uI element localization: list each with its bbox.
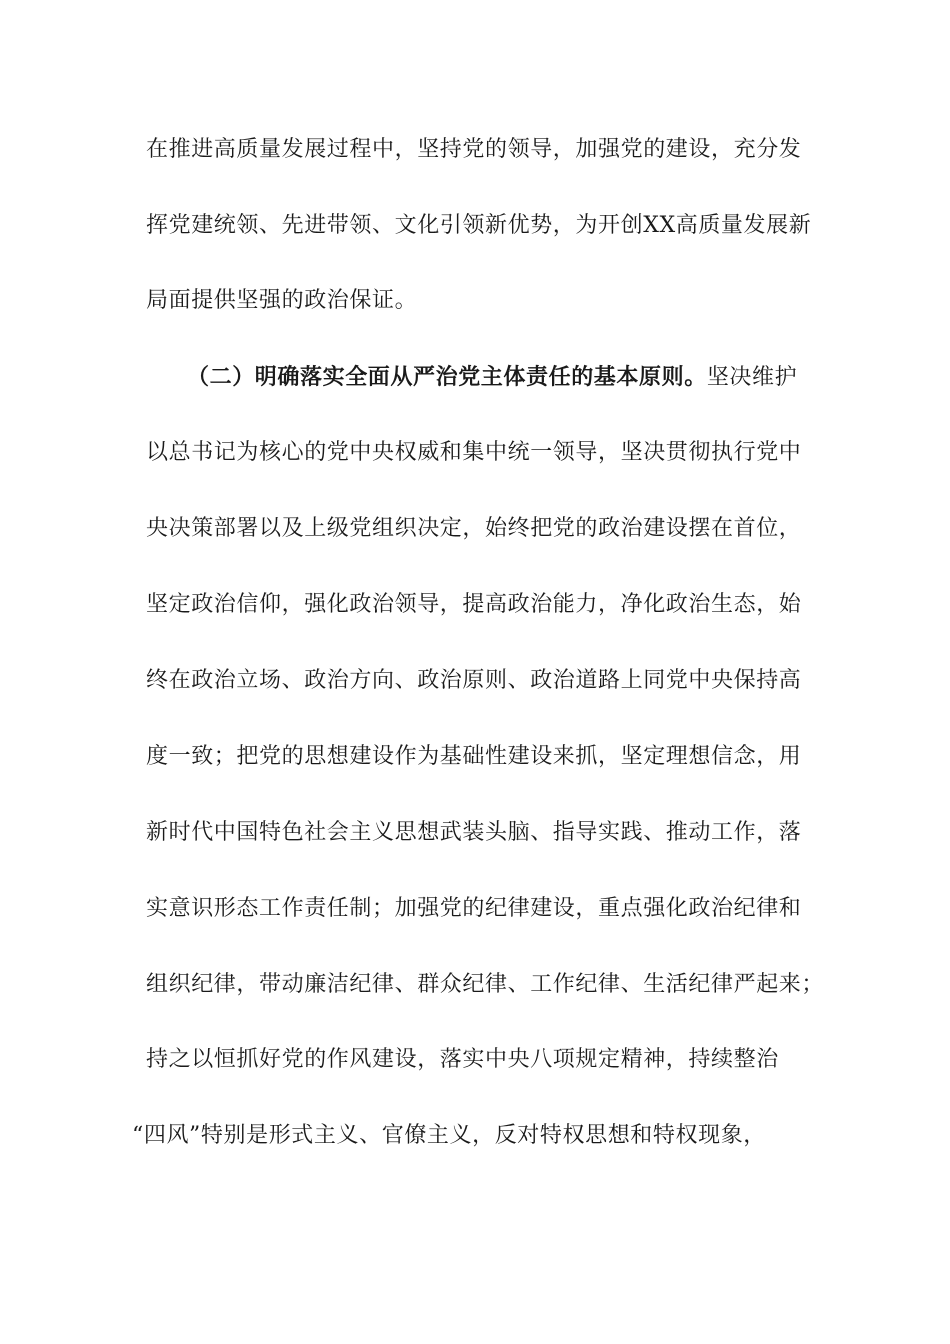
paragraph-2-line-2: 以总书记为核心的党中央权威和集中统一领导，坚决贯彻执行党中 bbox=[146, 440, 802, 465]
paragraph-2-line-6: 度一致；把党的思想建设作为基础性建设来抓，坚定理想信念，用 bbox=[146, 744, 802, 769]
paragraph-2-line-1-rest: 坚决维护 bbox=[706, 365, 798, 390]
paragraph-2-line-5: 终在政治立场、政治方向、政治原则、政治道路上同党中央保持高 bbox=[146, 668, 802, 693]
paragraph-1-line-3: 局面提供坚强的政治保证。 bbox=[146, 288, 418, 313]
paragraph-2-line-1 bbox=[187, 362, 867, 393]
paragraph-2-line-8: 实意识形态工作责任制；加强党的纪律建设，重点强化政治纪律和 bbox=[146, 896, 802, 921]
paragraph-2-line-7: 新时代中国特色社会主义思想武装头脑、指导实践、推动工作，落 bbox=[146, 820, 802, 845]
paragraph-2-line-4: 坚定政治信仰，强化政治领导，提高政治能力，净化政治生态，始 bbox=[146, 592, 802, 617]
paragraph-2-line-3: 央决策部署以及上级党组织决定，始终把党的政治建设摆在首位， bbox=[146, 516, 802, 541]
paragraph-2-line-11: “四风”特别是形式主义、官僚主义，反对特权思想和特权现象， bbox=[132, 1123, 766, 1148]
paragraph-1-line-2: 挥党建统领、先进带领、文化引领新优势，为开创XX高质量发展新 bbox=[146, 213, 812, 238]
section-heading: （二）明确落实全面从严治党主体责任的基本原则。 bbox=[187, 364, 707, 390]
paragraph-2-line-9: 组织纪律，带动廉洁纪律、群众纪律、工作纪律、生活纪律严起来； bbox=[146, 972, 825, 997]
paragraph-1-line-1: 在推进高质量发展过程中，坚持党的领导，加强党的建设，充分发 bbox=[146, 137, 802, 162]
paragraph-2-line-10: 持之以恒抓好党的作风建设，落实中央八项规定精神，持续整治 bbox=[146, 1047, 779, 1072]
